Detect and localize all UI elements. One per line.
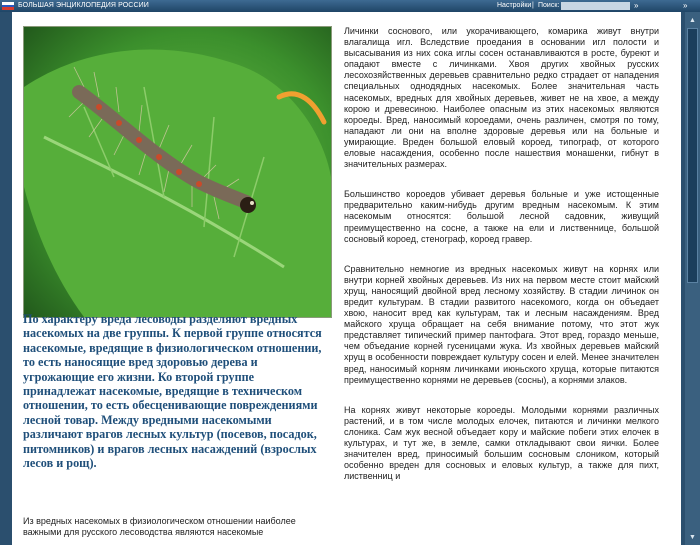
left-column-paragraph: Из вредных насекомых в физиологическом отношении наиболее важными для русского лесоводства являются насекомые	[23, 516, 296, 537]
paragraph-1: Личинки соснового, или укорачивающего, комарика живут внутри влагалища игл. Вследствие проедания в основании игл полости и высасывания из них сока иглы сосен останавливаются в росте, буреют и опадают вместе с личинками. Хвоя других хвойных русских лесохозяйственных деревьев сравнительно редко страдает от нападения специальных однодядных насекомых. Более значительная часть насекомых, вредных для хвойных деревьев, живет не на хвое, а между корою и древесиною. Наиболее опасным из этих насекомых являются короеды. Вред, наносимый короедами, очень различен, смотря по тому, нападают ли они на вполне здоровые деревья или на больные и умирающие. Вреден большой еловый короед, типограф, от которого еловые насаждения, особенно после нашествия монашенки, гибнут в значительных размерах.	[344, 26, 659, 170]
separator: |	[532, 2, 534, 9]
vertical-scrollbar[interactable]	[685, 12, 700, 545]
article-page	[12, 12, 681, 545]
paragraph-2: Большинство короедов убивает деревья больные и уже истощенные предварительно каким-нибудь другим вредным насекомым. К этим насекомым относятся: большой лесной садовник, живущий преимущественно на сосне, а также на ели и лиственнице, большой сосновый короед, стенограф, короед гравер.	[344, 189, 659, 244]
app-title: БОЛЬШАЯ ЭНЦИКЛОПЕДИЯ РОССИИ	[18, 2, 149, 9]
russian-flag-icon	[2, 2, 14, 10]
scroll-down-icon[interactable]: ▼	[689, 534, 696, 541]
scroll-thumb[interactable]	[687, 28, 698, 283]
paragraph-4: На корнях живут некоторые короеды. Молодыми корнями различных растений, и в том числе молодых елочек, питаются и личинки мелкого слоника. Сам жук весной объедает кору и майские побеги этих елочек в культурах, и тут же, в земле, самки откладывают свои яички. Более значителен вред, приносимый большим сосновым слоником, который особенно вреден для сосновых и еловых культур, а также для пихт, лиственниц и	[344, 404, 659, 482]
search-label: Поиск:	[538, 2, 560, 9]
lead-paragraph: По характеру вреда лесоводы разделяют вредных насекомых на две группы. К первой группе относятся насекомые, вредящие в физиологическом отношении, то есть наносящие вред здоровью дерева и угрожающие его жизни. Ко второй группе принадлежат насекомые, вредящие в техническом отношении, то есть обесценивающие повреждениями лесной товар. Между вредными насекомыми различают врагов лесных культур (посевов, посадок, питомников) и врагов лесных насаждений (взрослых лесов и рощ).	[23, 312, 322, 471]
settings-link[interactable]: Настройки	[497, 2, 532, 9]
caterpillar-photo	[23, 26, 332, 318]
next-page-icon[interactable]: »	[683, 1, 688, 10]
paragraph-3: Сравнительно немногие из вредных насекомых живут на корнях или внутри корней хвойных деревьев. Из них на первом месте стоит майский хрущ, наносящий двойной вред лесному хозяйству. В стадии личинок он вредит культурам. В стадии развитого насекомого, когда он объедает хвою, наносит вред как культурам, так и лесным насаждениям. Вред майского хруща обращает на себя внимание потому, что этот жук представляет типический пример пантофага. Этот вред, гораздо меньше, чем объедание корней гусеницами жука. Из хвойных деревьев майский хрущ в особенности повреждает культуру сосен и елей. Менее значителен вред, наносимый корням личинками июньского хруща, которые питаются преимущественно корнями не деревьев (сосны), а корнями злаков.	[344, 263, 659, 385]
title-bar	[0, 0, 700, 12]
scroll-up-icon[interactable]: ▲	[689, 17, 696, 24]
right-column	[344, 26, 659, 501]
search-go-icon[interactable]: »	[634, 1, 639, 10]
search-input[interactable]	[561, 2, 630, 10]
